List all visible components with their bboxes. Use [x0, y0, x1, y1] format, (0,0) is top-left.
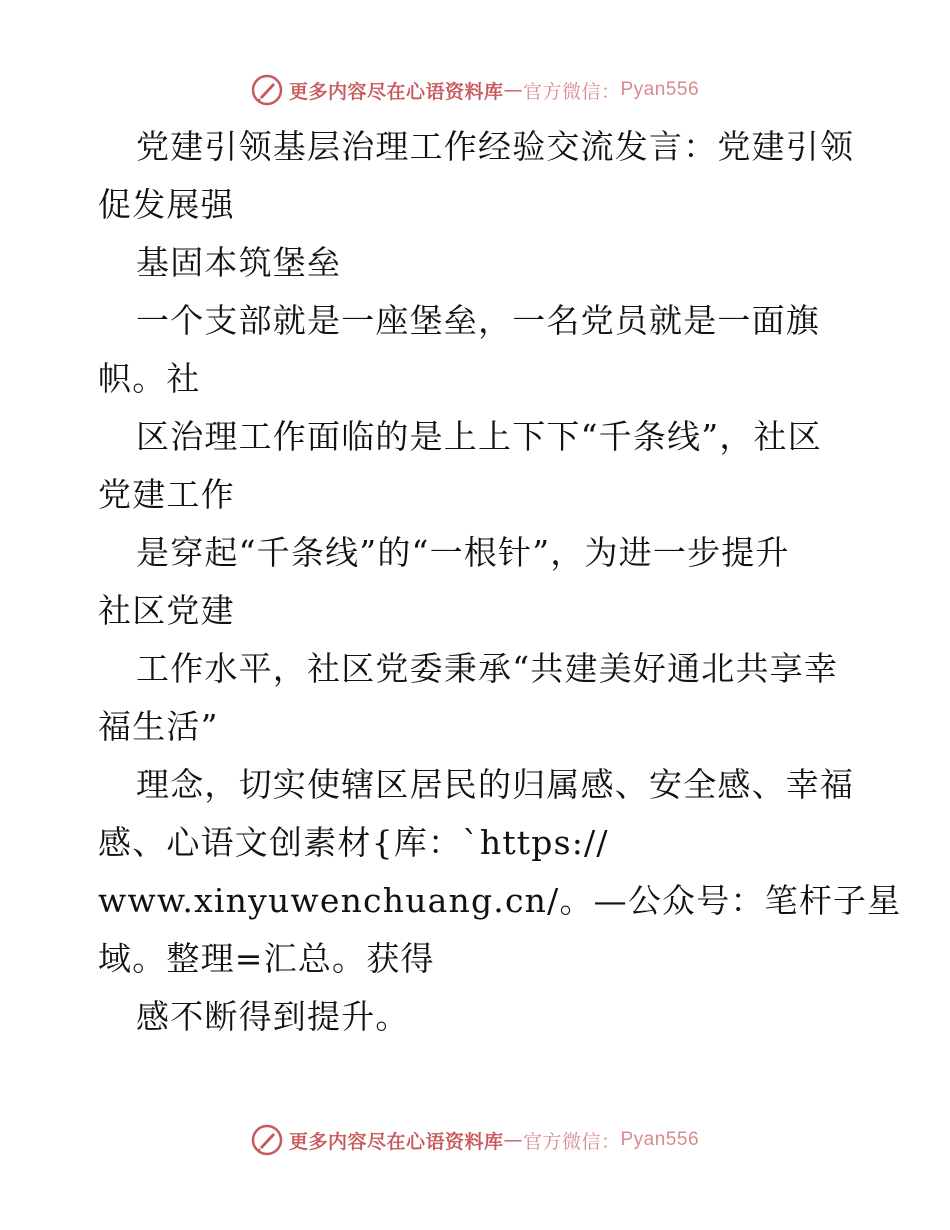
banner-wechat-id: Pyan556 [620, 1129, 700, 1150]
doc-line: 感、心语文创素材{库：`https:// [98, 823, 609, 862]
banner-separator: — [503, 79, 523, 101]
doc-line: 社区党建 [98, 591, 235, 630]
doc-line: www.xinyuwenchuang.cn/。—公众号：笔杆子星 [98, 881, 902, 920]
banner-official-label: 官方微信： [522, 1130, 621, 1153]
quill-logo-icon [251, 1124, 283, 1156]
quill-logo-icon [251, 74, 283, 106]
doc-line: 党建引领基层治理工作经验交流发言：党建引领 [136, 127, 855, 166]
document-body [98, 118, 902, 1046]
footer-watermark-banner [0, 1120, 950, 1160]
banner-brand-text: 更多内容尽在心语资料库 [288, 80, 504, 103]
doc-line: 福生活” [98, 707, 219, 746]
banner-separator: — [503, 1129, 523, 1151]
doc-line: 一个支部就是一座堡垒，一名党员就是一面旗 [136, 301, 820, 340]
doc-line: 理念，切实使辖区居民的归属感、安全感、幸福 [136, 765, 855, 804]
banner-wechat-id: Pyan556 [620, 79, 700, 100]
doc-line: 帜。社 [98, 359, 201, 398]
doc-line: 是穿起“千条线”的“一根针”，为进一步提升 [136, 533, 790, 572]
header-watermark-banner [0, 70, 950, 110]
doc-line: 基固本筑堡垒 [136, 243, 342, 282]
doc-line: 感不断得到提升。 [136, 997, 410, 1036]
doc-line: 域。整理=汇总。获得 [98, 939, 435, 978]
doc-line: 党建工作 [98, 475, 235, 514]
doc-line: 区治理工作面临的是上上下下“千条线”，社区 [136, 417, 822, 456]
banner-official-label: 官方微信： [522, 80, 621, 103]
doc-line: 工作水平，社区党委秉承“共建美好通北共享幸 [136, 649, 839, 688]
banner-brand-text: 更多内容尽在心语资料库 [288, 1130, 504, 1153]
doc-line: 促发展强 [98, 185, 235, 224]
